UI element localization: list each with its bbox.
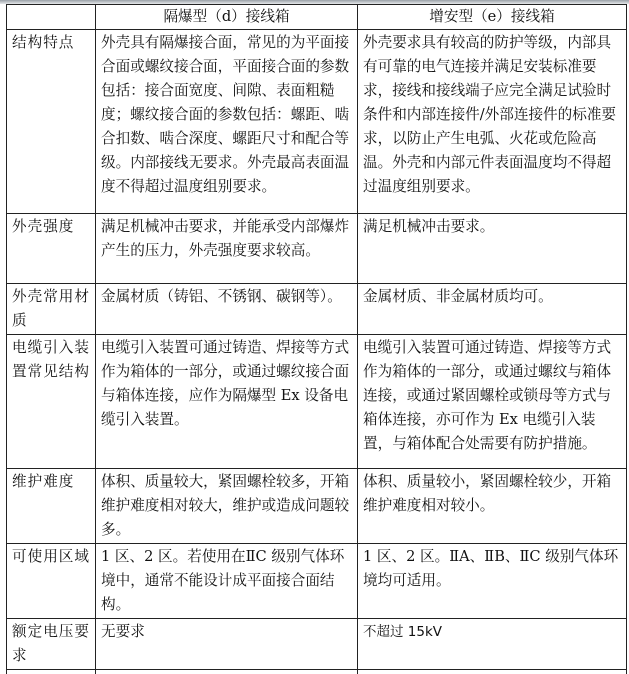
cell-e: 满足机械冲击要求。 <box>358 214 627 284</box>
row-label: 外壳常用材质 <box>7 284 96 335</box>
cell-d: 无要求 <box>96 619 358 670</box>
table-row <box>7 544 627 619</box>
table-row <box>7 30 627 214</box>
row-label: 电缆引入装置常见结构 <box>7 335 96 469</box>
table-row-cut <box>7 670 627 674</box>
cell-e: 不超过 15kV <box>358 619 627 670</box>
cell-e: 外壳要求具有较高的防护等级，内部具有可靠的电气连接并满足安装标准要求，接线和接线端子应完全满足试验时条件和内部连接件/外部连接件的标准要求，以防止产生电弧、火花或危险高温。外壳和内部元件表面温度均不得超过温度组别要求。 <box>358 30 627 214</box>
row-label: 可使用区域 <box>7 544 96 619</box>
row-label: 结构特点 <box>7 30 96 214</box>
comparison-table <box>6 4 627 674</box>
row-label: 维护难度 <box>7 469 96 544</box>
cell-d: 体积、质量较大，紧固螺栓较多，开箱维护难度相对较大，维护或造成问题较多。 <box>96 469 358 544</box>
table-row <box>7 214 627 284</box>
cell-e: 体积、质量较小，紧固螺栓较少，开箱维护难度相对较小。 <box>358 469 627 544</box>
cell-d: 1 区、2 区。若使用在ⅡC 级别气体环境中，通常不能设计成平面接合面结构。 <box>96 544 358 619</box>
table-row <box>7 335 627 469</box>
header-empty-cell <box>7 5 96 30</box>
cell-e: 1 区、2 区。ⅡA、ⅡB、ⅡC 级别气体环境均可适用。 <box>358 544 627 619</box>
cell-d: 满足机械冲击要求，并能承受内部爆炸产生的压力，外壳强度要求较高。 <box>96 214 358 284</box>
row-label: 外壳强度 <box>7 214 96 284</box>
header-d-type: 隔爆型（d）接线箱 <box>96 5 358 30</box>
cell-d: 外壳具有隔爆接合面，常见的为平面接合面或螺纹接合面，平面接合面的参数包括：接合面宽度、间隙、表面粗糙度；螺纹接合面的参数包括：螺距、啮合扣数、啮合深度、螺距尺寸和配合等级。内部接线无要求。外壳最高表面温度不得超过温度组别要求。 <box>96 30 358 214</box>
cell-e: 金属材质、非金属材质均可。 <box>358 284 627 335</box>
table-row <box>7 469 627 544</box>
row-label: 额定电压要求 <box>7 619 96 670</box>
header-e-type: 增安型（e）接线箱 <box>358 5 627 30</box>
header-row <box>7 5 627 30</box>
table-row <box>7 284 627 335</box>
table-row <box>7 619 627 670</box>
cell-e: 电缆引入装置可通过铸造、焊接等方式作为箱体的一部分，或通过螺纹与箱体连接，或通过紧固螺栓或锁母等方式与箱体连接，亦可作为 Ex 电缆引入装置，与箱体配合处需要有防护措施。 <box>358 335 627 469</box>
cell-d: 金属材质（铸铝、不锈钢、碳钢等）。 <box>96 284 358 335</box>
cell-d: 电缆引入装置可通过铸造、焊接等方式作为箱体的一部分，或通过螺纹接合面与箱体连接，应作为隔爆型 Ex 设备电缆引入装置。 <box>96 335 358 469</box>
